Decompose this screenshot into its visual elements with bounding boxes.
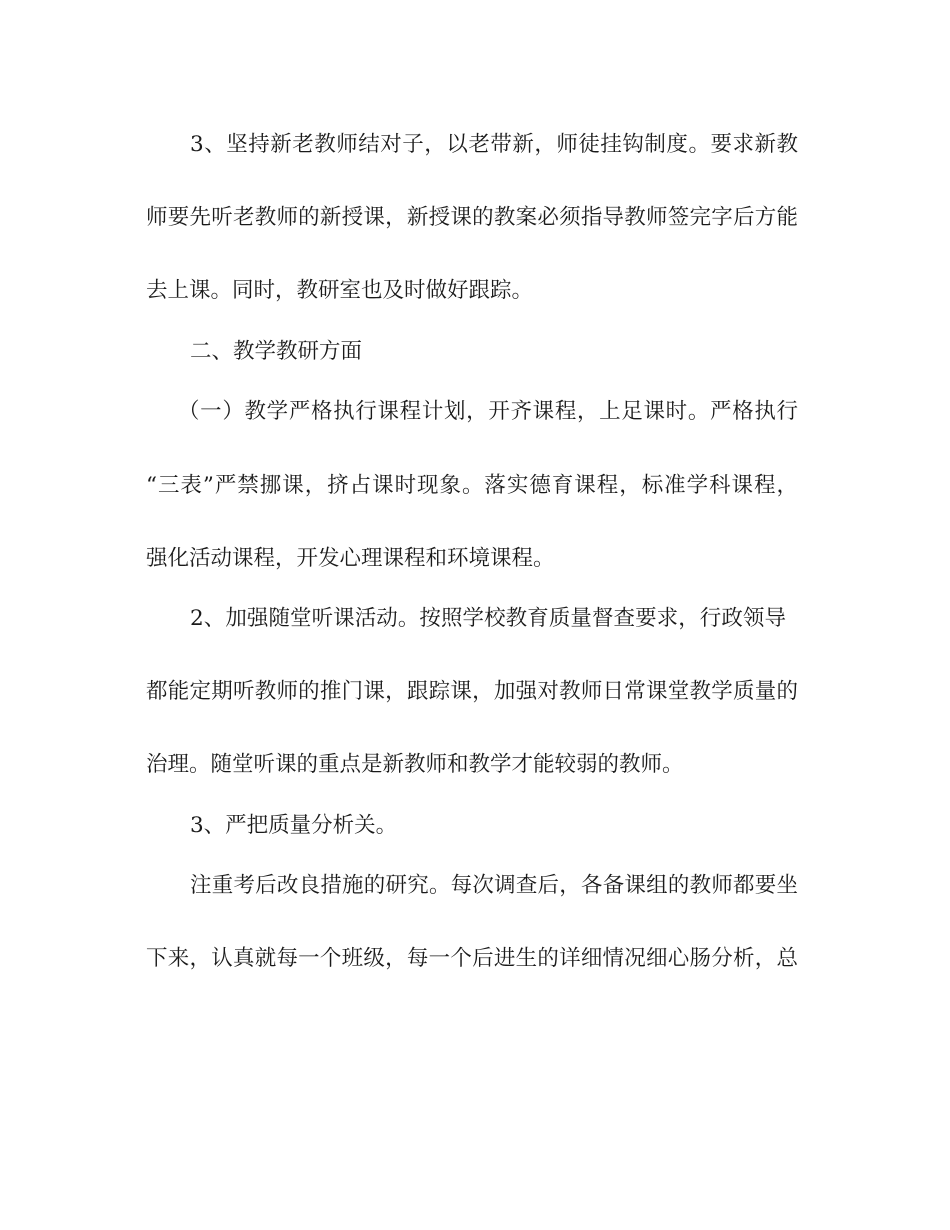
paragraph-4-line-1: 3、严把质量分析关。 (190, 813, 398, 838)
paragraph-3-line-3: 治理。随堂听课的重点是新教师和教学才能较弱的教师。 (146, 752, 684, 777)
paragraph-3-line-1: 2、加强随堂听课活动。按照学校教育质量督查要求，行政领导 (190, 606, 786, 631)
paragraph-5-line-2: 下来，认真就每一个班级，每一个后进生的详细情况细心肠分析，总 (146, 946, 798, 971)
paragraph-2-line-1: （一）教学严格执行课程计划，开齐课程，上足课时。严格执行 (178, 399, 798, 424)
paragraph-2-line-3: 强化活动课程，开发心理课程和环境课程。 (146, 546, 555, 571)
paragraph-1-line-2: 师要先听老教师的新授课，新授课的教案必须指导教师签完字后方能 (146, 205, 798, 230)
paragraph-2-line-2: “三表”严禁挪课，挤占课时现象。落实德育课程，标准学科课程， (146, 473, 798, 498)
paragraph-3-line-2: 都能定期听教师的推门课，跟踪课，加强对教师日常课堂教学质量的 (146, 679, 798, 704)
section-heading: 二、教学教研方面 (190, 339, 363, 364)
paragraph-5-line-1: 注重考后改良措施的研究。每次调查后，各备课组的教师都要坐 (190, 873, 798, 898)
paragraph-1-line-3: 去上课。同时，教研室也及时做好跟踪。 (146, 278, 534, 303)
paragraph-1-line-1: 3、坚持新老教师结对子，以老带新，师徒挂钩制度。要求新教 (190, 132, 798, 157)
